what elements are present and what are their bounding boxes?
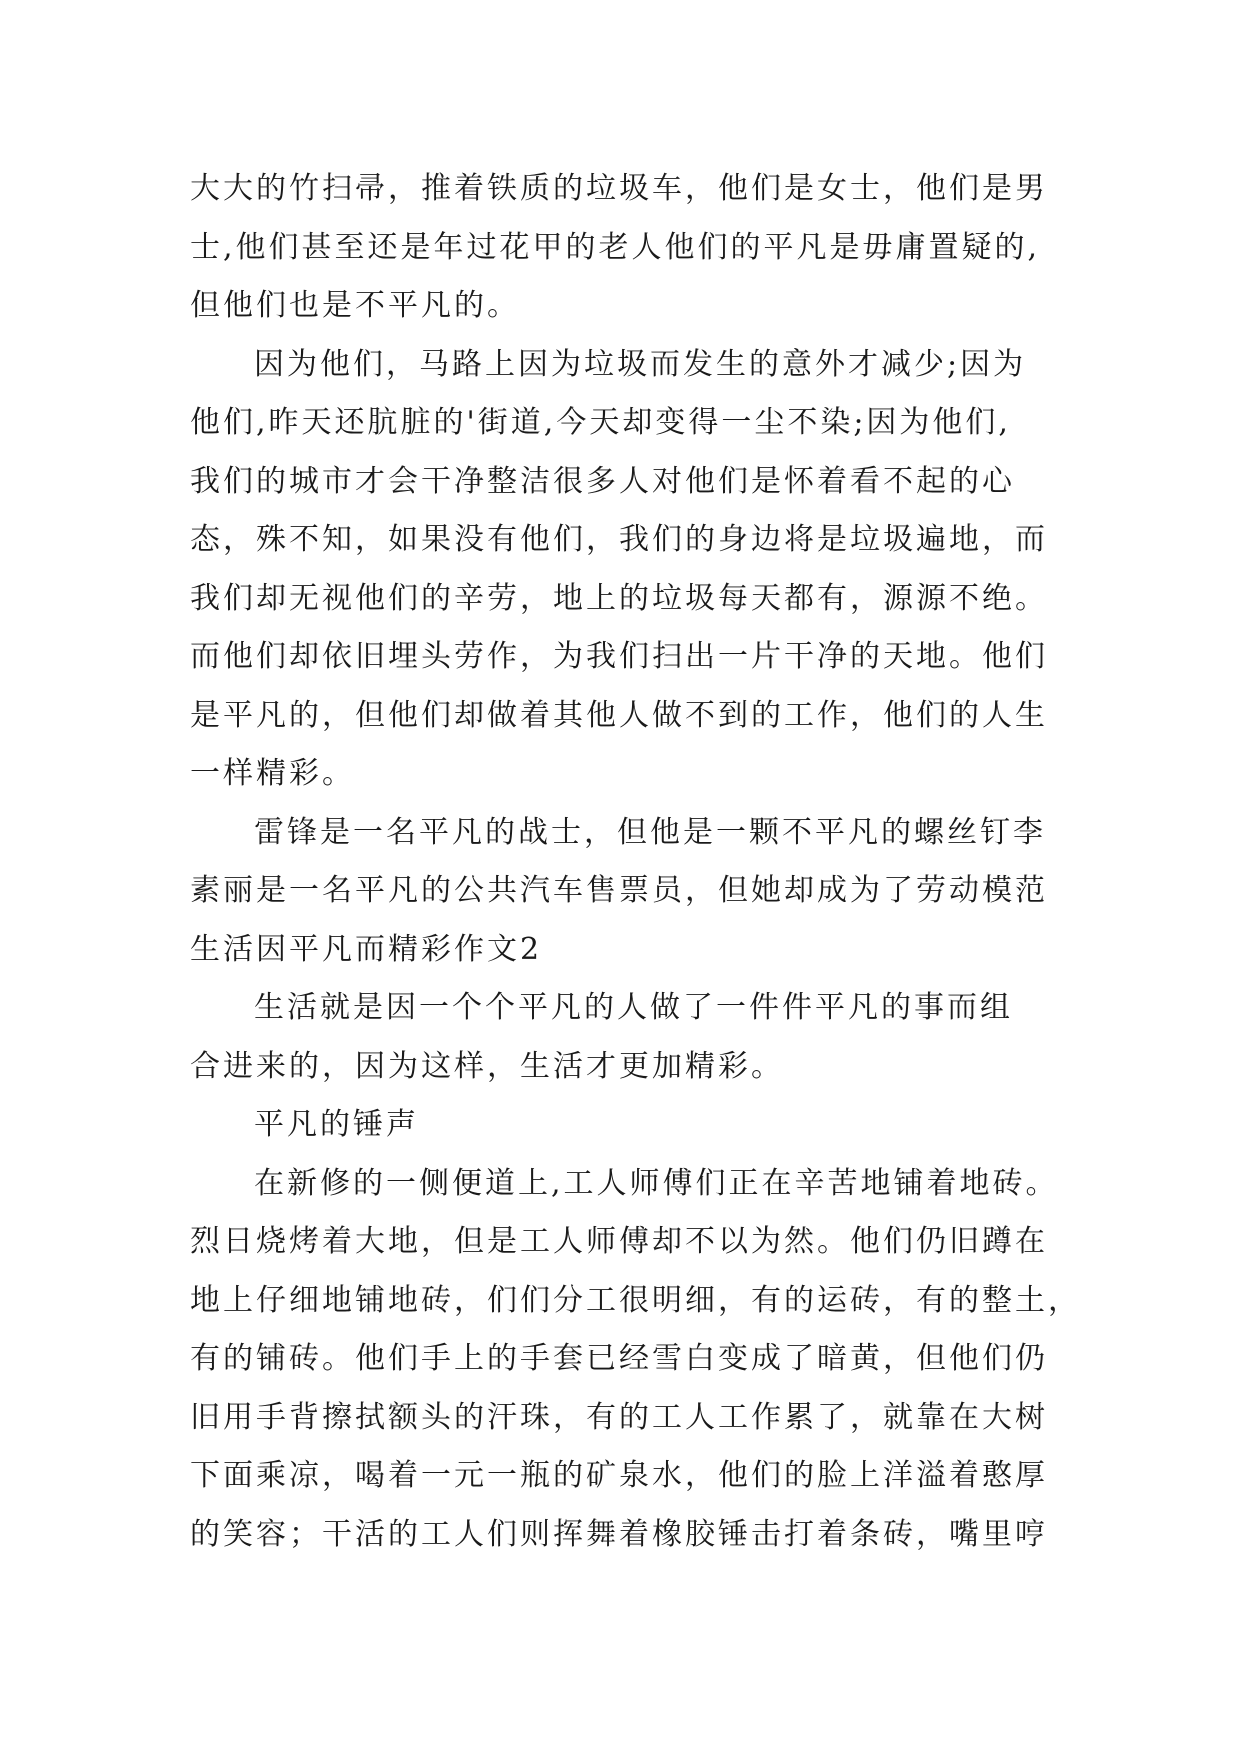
paragraph-start-line: 因为他们，马路上因为垃圾而发生的意外才减少;因为: [254, 346, 1027, 382]
text-line: 的笑容；干活的工人们则挥舞着橡胶锤击打着条砖，嘴里哼: [190, 1516, 1048, 1552]
section-title: 生活因平凡而精彩作文2: [190, 931, 543, 967]
text-line: 我们的城市才会干净整洁很多人对他们是怀着看不起的心: [190, 463, 1015, 499]
text-line: 合进来的，因为这样，生活才更加精彩。: [190, 1048, 784, 1084]
text-line: 烈日烧烤着大地，但是工人师傅却不以为然。他们仍旧蹲在: [190, 1224, 1048, 1259]
essay-title: 平凡的锤声: [254, 1107, 419, 1142]
paragraph-start-line: 生活就是因一个个平凡的人做了一件件平凡的事而组: [254, 990, 1013, 1025]
text-line: 是平凡的，但他们却做着其他人做不到的工作，他们的人生: [190, 697, 1048, 733]
text-line: 旧用手背擦拭额头的汗珠，有的工人工作累了，就靠在大树: [190, 1399, 1048, 1435]
text-line: 但他们也是不平凡的。: [190, 288, 520, 323]
text-line: 一样精彩。: [190, 756, 355, 791]
text-line: 下面乘凉，喝着一元一瓶的矿泉水，他们的脸上洋溢着憨厚: [190, 1458, 1048, 1493]
paragraph-start-line: 雷锋是一名平凡的战士，但他是一颗不平凡的螺丝钉李: [254, 814, 1046, 850]
text-line: 大大的竹扫帚，推着铁质的垃圾车，他们是女士，他们是男: [190, 171, 1048, 206]
text-line: 素丽是一名平凡的公共汽车售票员，但她却成为了劳动模范: [190, 873, 1048, 908]
document-body: [190, 160, 1090, 1564]
text-line: 他们,昨天还肮脏的'街道,今天却变得一尘不染;因为他们,: [190, 405, 1011, 440]
text-line: 有的铺砖。他们手上的手套已经雪白变成了暗黄，但他们仍: [190, 1341, 1048, 1376]
paragraph-start-line: 在新修的一侧便道上,工人师傅们正在辛苦地铺着地砖。: [254, 1165, 1059, 1201]
text-line: 士,他们甚至还是年过花甲的老人他们的平凡是毋庸置疑的,: [190, 229, 1041, 265]
text-line: 态，殊不知，如果没有他们，我们的身边将是垃圾遍地，而: [190, 522, 1048, 557]
text-line: 我们却无视他们的辛劳，地上的垃圾每天都有，源源不绝。: [190, 580, 1048, 616]
text-line: 地上仔细地铺地砖，们们分工很明细，有的运砖，有的整土，: [190, 1282, 1081, 1318]
text-line: 而他们却依旧埋头劳作，为我们扫出一片干净的天地。他们: [190, 639, 1048, 674]
